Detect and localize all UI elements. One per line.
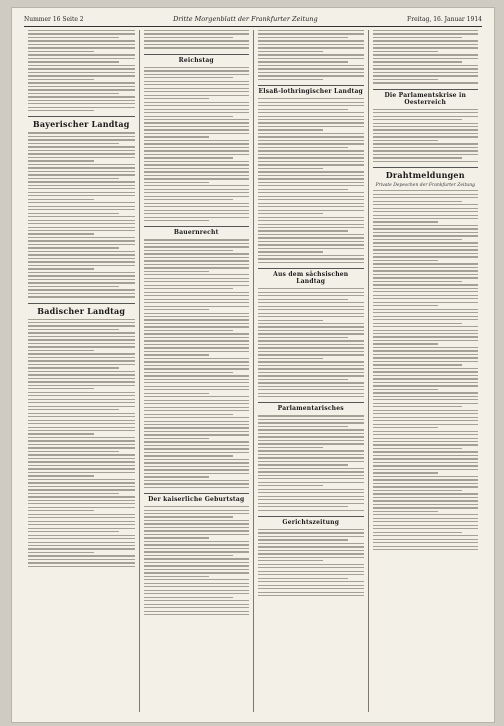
newspaper-page [12, 8, 494, 722]
article-columns [24, 30, 482, 712]
text-block [144, 67, 250, 222]
masthead [24, 12, 482, 27]
text-block [258, 288, 364, 397]
newspaper-title: Dritte Morgenblatt der Frankfurter Zeitung [173, 15, 318, 23]
heading-saechsischer-landtag: Aus dem sächsischen Landtag [258, 268, 364, 285]
text-block [144, 506, 250, 615]
issue-date: Freitag, 16. Januar 1914 [407, 15, 482, 23]
heading-drahtmeldungen: Drahtmeldungen [373, 167, 479, 180]
text-block [28, 30, 135, 111]
column-3 [253, 30, 368, 712]
column-1 [24, 30, 139, 712]
text-block [258, 98, 364, 263]
text-block [258, 529, 364, 597]
text-block [373, 190, 479, 550]
text-block [28, 132, 135, 297]
heading-bayerischer-landtag: Bayerischer Landtag [28, 116, 135, 129]
text-block [258, 30, 364, 80]
heading-gerichtszeitung: Gerichtszeitung [258, 516, 364, 526]
subheading-private-depeschen: Private Depeschen der Frankfurter Zeitung [375, 183, 475, 189]
heading-parlamentskrise-oesterreich: Die Parlamentskrise in Oesterreich [373, 89, 479, 106]
text-block [258, 415, 364, 510]
column-2 [139, 30, 254, 712]
column-4 [368, 30, 483, 712]
heading-bauernrecht: Bauernrecht [144, 226, 250, 236]
heading-reichstag: Reichstag [144, 54, 250, 64]
heading-badischer-landtag: Badischer Landtag [28, 303, 135, 316]
text-block [28, 319, 135, 568]
text-block [373, 30, 479, 84]
heading-elsass-lothringischer-landtag: Elsaß-lothringischer Landtag [258, 85, 364, 95]
page-number: Nummer 16 Seite 2 [24, 15, 84, 23]
heading-kaiserlicher-geburtstag: Der kaiserliche Geburtstag [144, 493, 250, 503]
text-block [144, 30, 250, 49]
text-block [373, 109, 479, 163]
text-block [144, 239, 250, 488]
heading-parlamentarisches: Parlamentarisches [258, 402, 364, 412]
